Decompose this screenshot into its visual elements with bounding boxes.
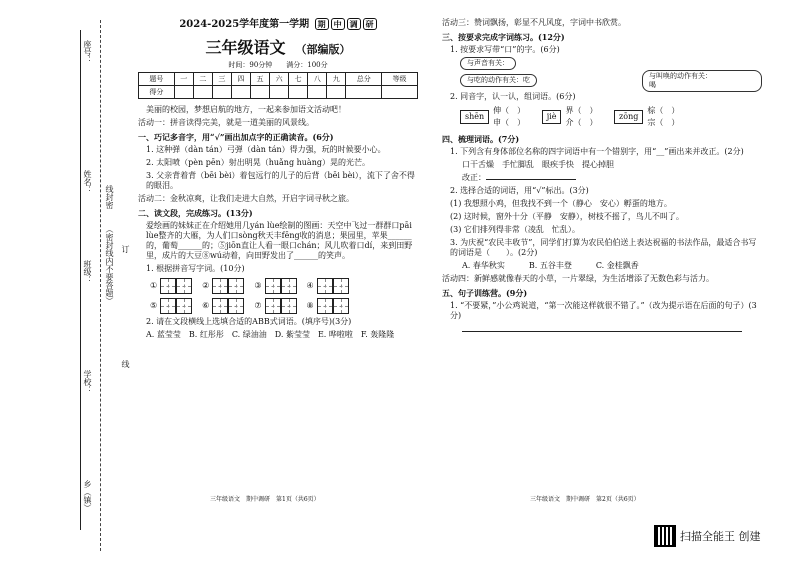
exam-header	[138, 18, 418, 32]
section-1-title: 一、巧记多音字，用“√”画出加点字的正确读音。(6分)	[138, 132, 334, 143]
seat-number-label: 座号：	[83, 40, 92, 64]
box-group	[202, 278, 244, 294]
call-bubble-example: 喝	[649, 80, 656, 89]
call-bubble[interactable]	[642, 70, 762, 92]
activity-3: 活动三：赞词飘扬，彰显不凡风度，字词中书欣赏。	[442, 18, 626, 27]
writing-cell[interactable]	[333, 298, 349, 314]
score-header-cell: 等级	[382, 73, 418, 86]
score-cell[interactable]	[308, 86, 327, 99]
edition-label: （部编版）	[295, 42, 351, 56]
score-header-cell: 题号	[139, 73, 175, 86]
score-header-cell: 五	[251, 73, 270, 86]
section-4-title: 四、梳理词语。(7分)	[442, 134, 520, 145]
homophone-group	[542, 105, 598, 131]
question-text: 2. 请在文段横线上选填合适的ABB式词语。(填序号)(3分)	[146, 317, 352, 327]
score-header-cell: 二	[193, 73, 212, 86]
name-label: 姓名：	[83, 170, 92, 194]
exam-page-2	[442, 18, 762, 332]
box-number: ⑦	[254, 301, 262, 311]
box-group	[307, 298, 349, 314]
ding-mark: 订	[121, 245, 130, 253]
box-number: ⑥	[202, 301, 210, 311]
question-text: 3. 为庆祝“农民丰收节”，同学们打算为农民伯伯送上表达祝福的书法作品，最适合书写的词语是（ ）。(2分)	[450, 238, 757, 258]
section-3-title: 三、按要求完成字词练习。(12分)	[442, 32, 565, 42]
score-header-cell: 三	[212, 73, 231, 86]
box-number: ⑤	[150, 301, 158, 311]
box-number: ④	[306, 281, 314, 291]
question-text: 2. 太阳喷（pèn pēn）射出明晃（huǎng huàng）晃的光芒。	[146, 158, 370, 168]
question-text: 1. 根据拼音写字词。(10分)	[146, 264, 245, 274]
writing-cell[interactable]	[281, 298, 297, 314]
box-number: ⑧	[306, 301, 314, 311]
options-text: A. 蓝莹莹 B. 红彤彤 C. 绿油油 D. 紫莹莹 E. 哗啦啦 F. 轰隆隆	[146, 330, 395, 340]
choice-item: (2) 这时候，窗外十分（平静 安静），树枝不摇了，鸟儿不叫了。	[450, 212, 684, 222]
box-number: ③	[254, 281, 262, 291]
writing-cell[interactable]	[317, 298, 333, 314]
score-cell[interactable]	[270, 86, 289, 99]
bubble-group	[456, 55, 606, 89]
homophone-row	[460, 105, 762, 131]
box-number: ①	[150, 281, 158, 291]
char-blank[interactable]: 伸（ ）	[493, 105, 526, 115]
char-blank[interactable]: 介（ ）	[565, 118, 598, 128]
char-blank[interactable]: 申（ ）	[493, 118, 526, 128]
exam-meta: 时间：90分钟 满分：100分	[228, 60, 328, 69]
writing-cell[interactable]	[176, 278, 192, 294]
box-group	[150, 298, 192, 314]
qr-code-icon	[654, 525, 676, 547]
score-header-cell: 总分	[346, 73, 382, 86]
score-cell[interactable]	[251, 86, 270, 99]
score-cell[interactable]	[231, 86, 250, 99]
section-2-title: 二、读文段，完成练习。(13分)	[138, 208, 253, 219]
box-group	[150, 278, 192, 294]
writing-cell[interactable]	[333, 278, 349, 294]
writing-boxes-row-1	[150, 278, 418, 294]
homophone-group	[614, 105, 679, 131]
homophone-group	[460, 105, 525, 131]
question-text: 1. 按要求写带“口”的字。(6分)	[450, 45, 560, 54]
writing-cell[interactable]	[228, 298, 244, 314]
binding-rule	[80, 30, 81, 530]
question-text: 2. 同音字，认一认，组词语。(6分)	[450, 91, 576, 101]
question-text: 2. 选择合适的词语，用“√”标出。(3分)	[450, 186, 589, 196]
choice-item: (3) 它们排列得非常（凌乱 忙乱）。	[450, 225, 580, 235]
score-cell[interactable]	[327, 86, 346, 99]
options-text: A. 春华秋实 B. 五谷丰登 C. 金桂飘香	[462, 261, 639, 271]
char-blank[interactable]: 宗（ ）	[647, 118, 680, 128]
score-header-cell: 六	[270, 73, 289, 86]
score-header-cell: 八	[308, 73, 327, 86]
writing-cell[interactable]	[212, 278, 228, 294]
box-group	[254, 278, 296, 294]
stamp-char: 调	[347, 18, 361, 30]
term-label: 2024-2025学年度第一学期	[179, 19, 310, 30]
writing-cell[interactable]	[265, 298, 281, 314]
passage-text: 爱绘画的妹妹正在介绍她用几yán lùe绘制的图画：天空中飞过一群群口pāi lùe整齐的大雁，为人们口sòng秋天丰fēng收的消息；果园里，苹果______的，葡萄______的；⑤jiōn直让人看一眼口chán；风儿吹着口dí，来到田野里，成片的大豆⑧wú动着，向田野发出了______的笑声。	[146, 221, 413, 261]
call-bubble-label: 与叫唤的动作有关：	[649, 72, 712, 80]
score-table	[138, 72, 418, 99]
pinyin-box: jiè	[542, 110, 562, 124]
page-title	[138, 38, 418, 58]
writing-cell[interactable]	[160, 278, 176, 294]
writing-cell[interactable]	[160, 298, 176, 314]
answer-line[interactable]	[462, 331, 742, 332]
pinyin-box: zōng	[614, 110, 643, 124]
score-cell[interactable]	[346, 86, 382, 99]
score-header-cell: 一	[174, 73, 193, 86]
title-text: 三年级语文	[205, 37, 286, 57]
activity-4: 活动四：新鲜感就像春天的小草，一片翠绿，为生活增添了无数色彩与活力。	[442, 274, 714, 284]
score-cell[interactable]	[212, 86, 231, 99]
box-group	[307, 278, 349, 294]
correction-row	[442, 173, 762, 183]
writing-cell[interactable]	[212, 298, 228, 314]
writing-cell[interactable]	[176, 298, 192, 314]
writing-cell[interactable]	[317, 278, 333, 294]
correction-blank[interactable]	[486, 179, 576, 180]
pinyin-box: shēn	[460, 110, 489, 124]
eat-bubble[interactable]: 与吃的动作有关：吃	[460, 74, 537, 87]
box-number: ②	[202, 281, 210, 291]
score-header-cell: 九	[327, 73, 346, 86]
seal-text: 线封密	[105, 185, 114, 209]
stamp-char: 期	[315, 18, 329, 30]
section-5-title: 五、句子训练营。(9分)	[442, 288, 528, 299]
score-cell[interactable]	[174, 86, 193, 99]
no-answer-note: （密封线内不要答题）	[105, 225, 114, 305]
scanner-watermark: 扫描全能王 创建	[680, 530, 761, 543]
class-label: 班级：	[83, 260, 92, 284]
exam-page-1	[138, 18, 418, 340]
score-value-row	[139, 86, 418, 99]
question-text: 3. 父亲背着背（bēi bèi）着包远行的儿子的后背（bēi bèi），流下了舍不得的眼泪。	[146, 171, 415, 191]
binding-margin	[0, 0, 130, 561]
activity-2: 活动二：金秋凉爽，让我们走进大自然，开启字词寻秋之旅。	[138, 194, 354, 204]
score-header-row	[139, 73, 418, 86]
word-list: 口干舌燥 手忙脚乱 眼疾手快 提心掉胆	[462, 160, 614, 170]
char-blank[interactable]: 界（ ）	[565, 105, 598, 115]
box-group	[202, 298, 244, 314]
choice-item: (1) 我想照小鸡，但我找不到一个（静心 安心）孵蛋的地方。	[450, 199, 672, 209]
stamp-char: 中	[331, 18, 345, 30]
page-1-footer: 三年级语文 期中调研 第1页（共6页）	[210, 496, 320, 503]
intro-text: 美丽的校园，梦想启航的地方，一起来参加语文活动吧！	[146, 105, 346, 115]
page-2-footer: 三年级语文 期中调研 第2页（共6页）	[530, 496, 640, 503]
stamp-char: 研	[363, 18, 377, 30]
writing-boxes-row-2	[150, 298, 418, 314]
question-text: 1. 下列含有身体部位名称的四字词语中有一个错别字，用“__”画出来并改正。(2分)	[450, 147, 744, 157]
writing-cell[interactable]	[281, 278, 297, 294]
correction-label: 改正：	[462, 173, 486, 183]
xian-mark: 线	[121, 360, 130, 368]
writing-cell[interactable]	[228, 278, 244, 294]
score-cell[interactable]	[289, 86, 308, 99]
char-blank[interactable]: 棕（ ）	[647, 105, 680, 115]
question-text: 1. 这种弹（dàn tán）弓弹（dàn tán）得力强，玩的时候要小心。	[146, 145, 386, 155]
score-cell[interactable]	[382, 86, 418, 99]
score-header-cell: 七	[289, 73, 308, 86]
sound-bubble[interactable]: 与声音有关：	[460, 57, 516, 70]
score-cell: 得分	[139, 86, 175, 99]
question-text: 1. “不要紧，”小公鸡说道，“第一次能这样就很不错了。”（改为提示语在后面的句子）(3分)	[450, 301, 757, 321]
score-cell[interactable]	[193, 86, 212, 99]
township-label: 乡（镇）	[83, 480, 92, 512]
writing-cell[interactable]	[265, 278, 281, 294]
score-header-cell: 四	[231, 73, 250, 86]
school-label: 学校：	[83, 370, 92, 394]
box-group	[254, 298, 296, 314]
seal-line	[100, 20, 101, 551]
activity-1: 活动一：拼音读得完美，就是一道美丽的风景线。	[138, 118, 314, 128]
